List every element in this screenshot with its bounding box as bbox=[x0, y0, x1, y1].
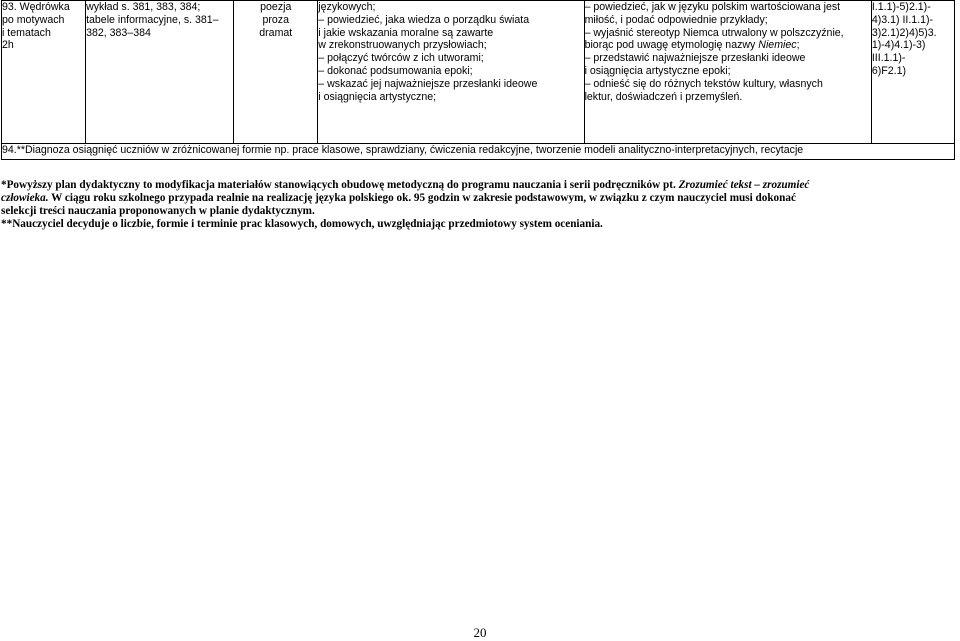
footnote-book-title: Zrozumieć tekst – zrozumieć bbox=[678, 179, 810, 191]
skill-line: – wyjaśnić stereotyp Niemca utrwalony w polszczyźnie, bbox=[585, 27, 871, 40]
skill-line: – przedstawić najważniejsze przesłanki ideowe bbox=[585, 52, 871, 65]
footnotes bbox=[1, 179, 951, 231]
code-line: 3)2.1)2)4)5)3. bbox=[871, 26, 937, 39]
lesson-hours: 2h bbox=[2, 39, 14, 52]
genre-label: dramat bbox=[259, 26, 293, 39]
goal-line: w zrekonstruowanych przysłowiach; bbox=[318, 39, 487, 52]
footnote-line: selekcji treści nauczania proponowanych w planie dydaktycznym. bbox=[1, 205, 315, 217]
genres-cell bbox=[234, 1, 318, 144]
skill-italic-term: Niemiec bbox=[758, 39, 797, 52]
code-line: 1)-4)4.1)-3) bbox=[871, 39, 926, 52]
skill-line: – powiedzieć, jak w języku polskim wartościowana jest bbox=[584, 1, 841, 13]
curriculum-codes-cell bbox=[871, 1, 954, 144]
code-line: I.1.1)-5)2.1)- bbox=[871, 1, 931, 13]
footnote-line: **Nauczyciel decyduje o liczbie, formie i terminie prac klasowych, domowych, uwzględniając przedmiotowy system oceniania. bbox=[1, 218, 603, 230]
goal-line: – dokonać podsumowania epoki; bbox=[318, 65, 583, 78]
code-line: III.1.1)- bbox=[871, 52, 906, 65]
footnote-line bbox=[1, 192, 951, 205]
goal-line: i jakie wskazania moralne są zawarte bbox=[318, 26, 494, 39]
goal-line: – połączyć twórców z ich utworami; bbox=[318, 52, 583, 65]
lesson-plan-table bbox=[1, 0, 955, 160]
page-number: 20 bbox=[473, 625, 487, 640]
footnote-line bbox=[1, 179, 951, 192]
goal-line: i osiągnięcia artystyczne; bbox=[318, 90, 437, 103]
goal-line: – powiedzieć, jaka wiedza o porządku świata bbox=[318, 14, 583, 27]
skill-line: i osiągnięcia artystyczne epoki; bbox=[584, 64, 731, 77]
lesson-topic-line: 93. Wędrówka bbox=[2, 1, 70, 13]
skill-line: lektur, doświadczeń i przemyśleń. bbox=[584, 90, 743, 103]
code-line: 6)F2.1) bbox=[871, 64, 907, 77]
table-row bbox=[2, 144, 955, 160]
table-row bbox=[2, 1, 955, 144]
skill-line bbox=[585, 39, 871, 52]
skill-text: ; bbox=[796, 39, 800, 52]
lesson-topic-line: i tematach bbox=[2, 26, 51, 39]
sources-cell bbox=[86, 1, 234, 144]
diagnosis-cell bbox=[2, 144, 955, 160]
skill-text: biorąc pod uwagę etymologię nazwy bbox=[584, 39, 759, 52]
footnote-text: W ciągu roku szkolnego przypada realnie na realizację języka polskiego ok. 95 godzin w zakresie podstawowym, w związku z czym nauczyciel musi dokonać bbox=[48, 192, 796, 204]
sources-line: wykład s. 381, 383, 384; bbox=[86, 1, 201, 13]
goal-line: – wskazać jej najważniejsze przesłanki ideowe bbox=[318, 78, 583, 91]
genre-label: proza bbox=[262, 13, 289, 26]
lesson-topic-line: po motywach bbox=[2, 13, 65, 26]
skills-cell bbox=[584, 1, 871, 144]
skill-line: – odnieść się do różnych tekstów kultury, własnych bbox=[585, 78, 871, 91]
goals-cell bbox=[318, 1, 584, 144]
skill-line: miłość, i podać odpowiednie przykłady; bbox=[584, 13, 768, 26]
footnote-book-title: człowieka. bbox=[1, 192, 49, 204]
diagnosis-text: 94.**Diagnoza osiągnięć uczniów w zróżnicowanej formie np. prace klasowe, sprawdziany, ćwiczenia redakcyjne, tworzenie modeli analityczno-interpretacyjnych, recytacje bbox=[2, 144, 804, 156]
code-line: 4)3.1) II.1.1)- bbox=[871, 13, 934, 26]
lesson-topic-cell bbox=[2, 1, 86, 144]
genre-label: poezja bbox=[260, 1, 292, 13]
goal-line: językowych; bbox=[318, 1, 376, 13]
sources-line: tabele informacyjne, s. 381– bbox=[86, 13, 219, 26]
footnote-text: *Powyższy plan dydaktyczny to modyfikacja materiałów stanowiących obudowę metodyczną do programu nauczania i serii podręczników pt. bbox=[1, 179, 679, 191]
sources-line: 382, 383–384 bbox=[86, 26, 151, 39]
